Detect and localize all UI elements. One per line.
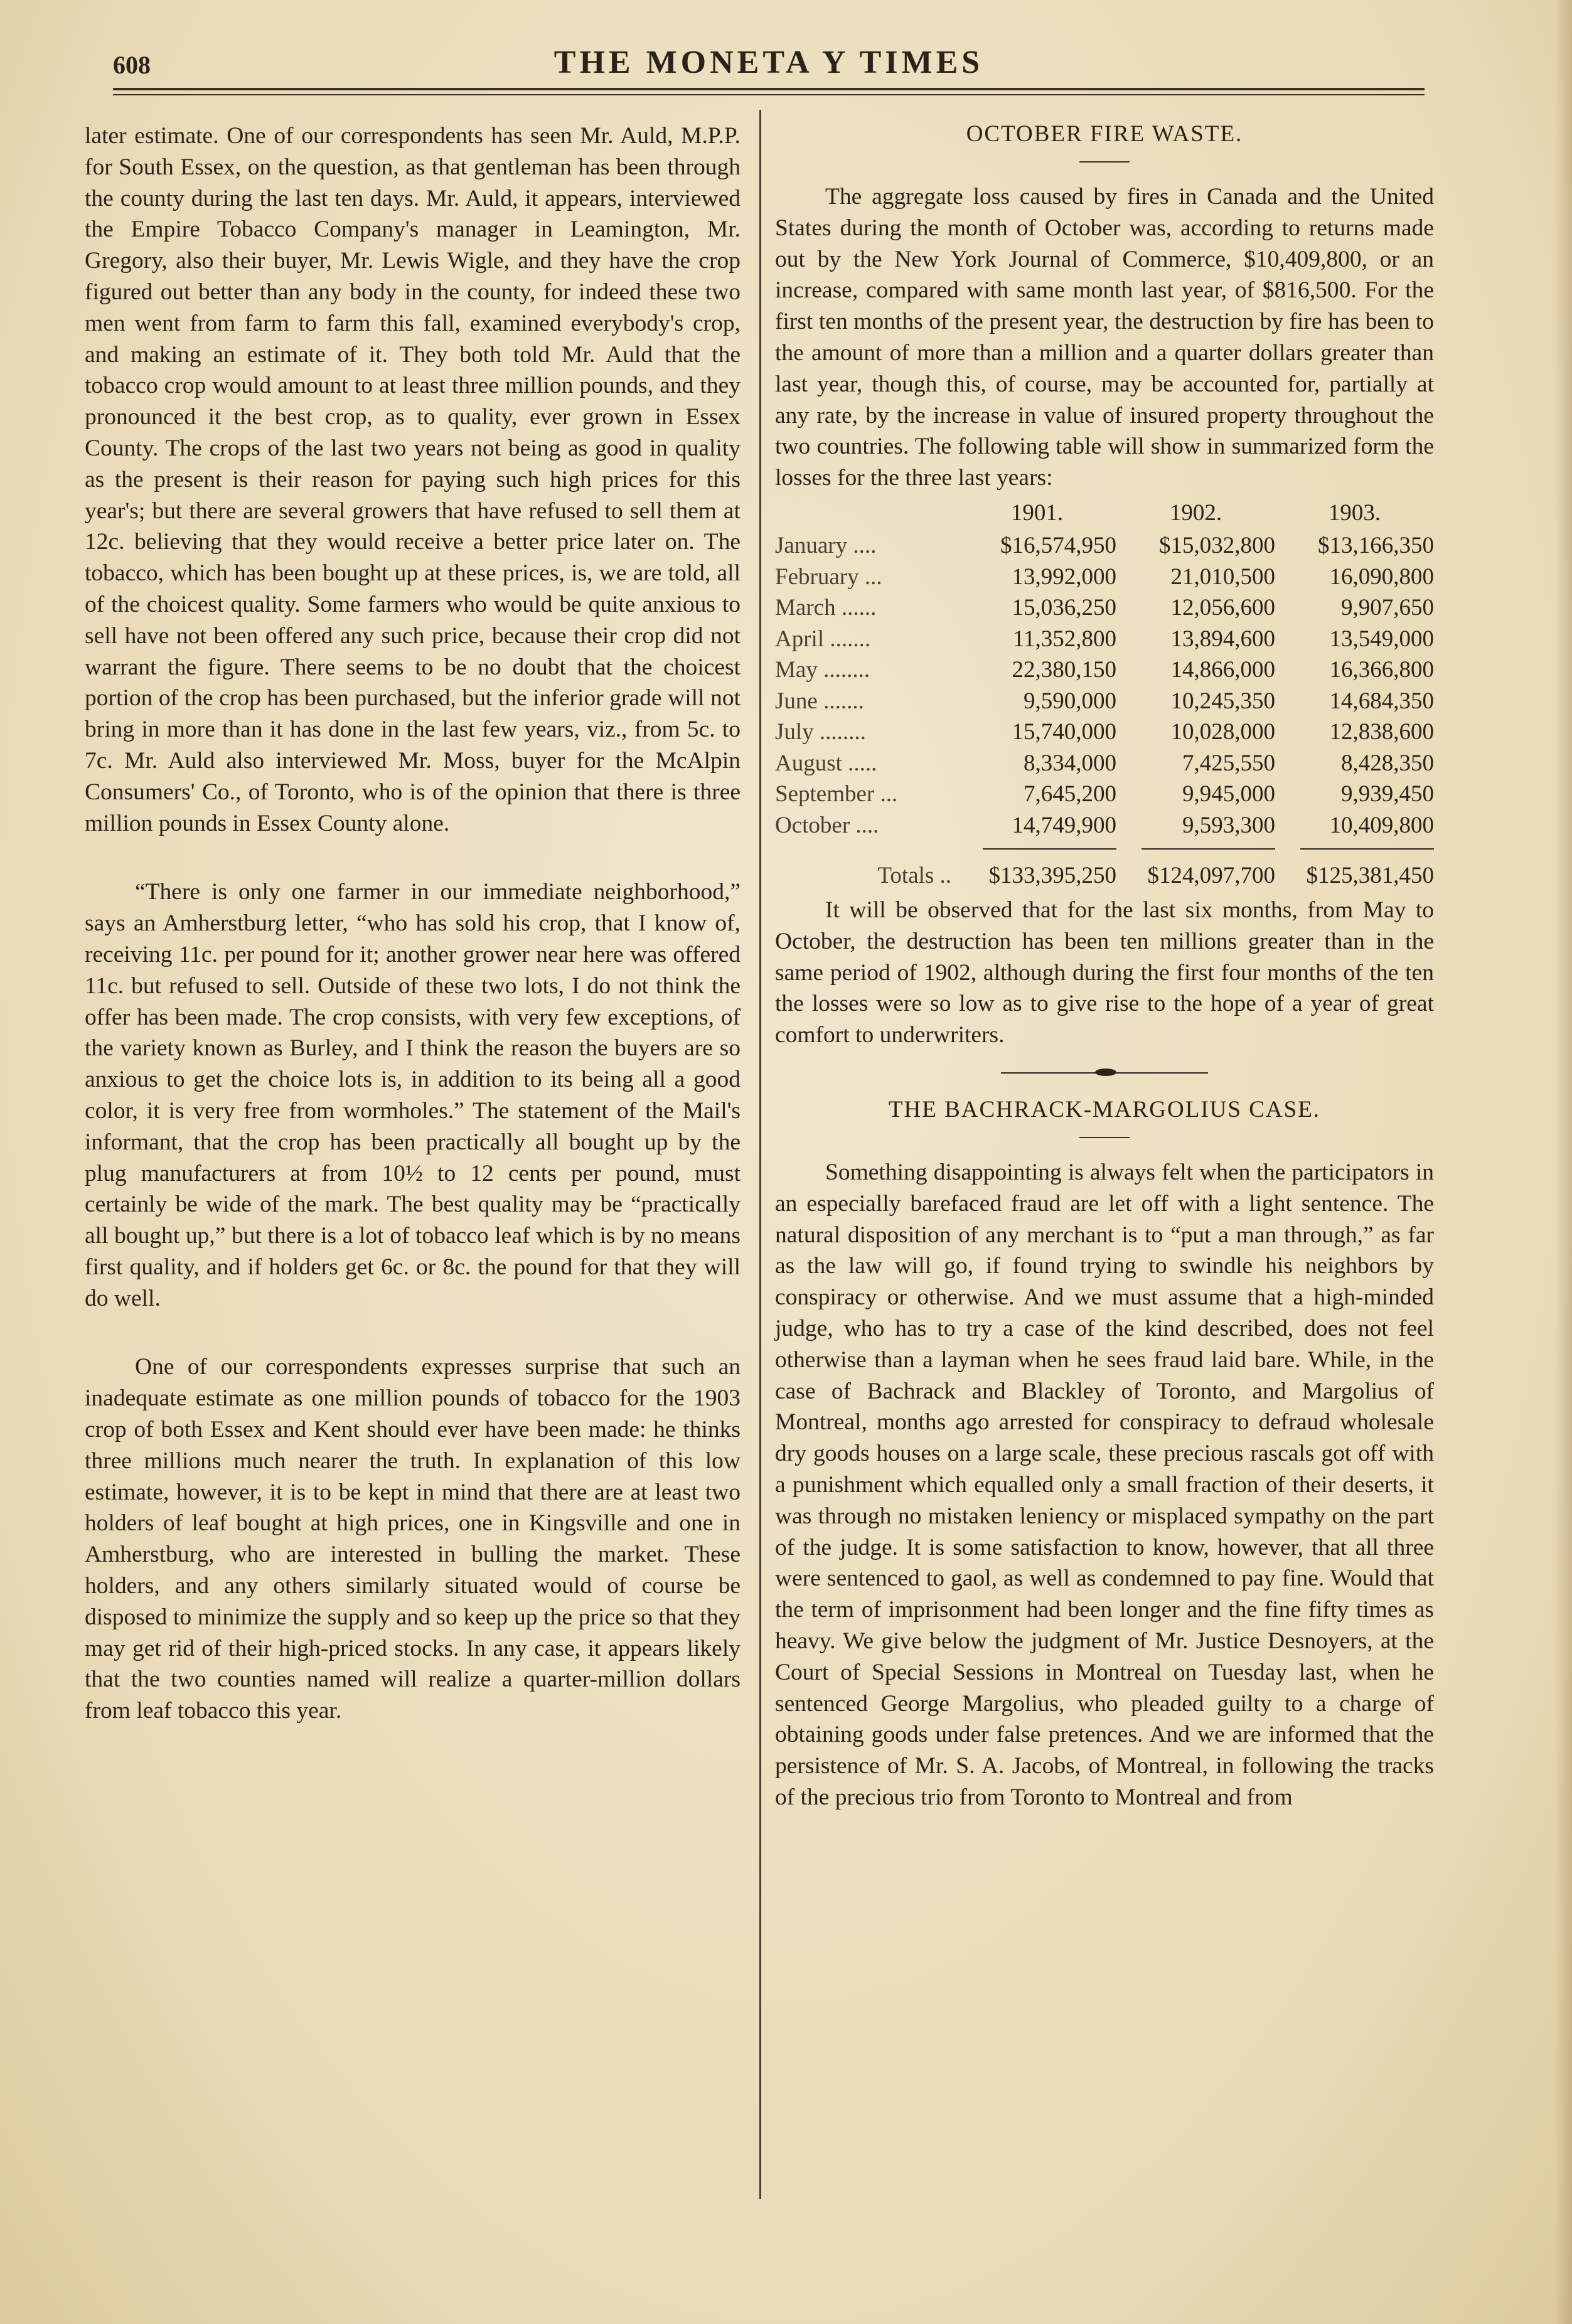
value-1901: 15,740,000 <box>1012 719 1117 745</box>
value-1901: 15,036,250 <box>1012 595 1117 621</box>
value-1902: 10,245,350 <box>1170 688 1275 714</box>
table-row <box>775 654 1434 686</box>
month-cell: July ........ <box>775 719 866 745</box>
value-1902: 9,945,000 <box>1182 781 1275 808</box>
total-1902: $124,097,700 <box>1147 863 1275 889</box>
table-row <box>775 809 1434 841</box>
page-edge-shadow <box>1554 0 1572 2324</box>
value-1902: 21,010,500 <box>1170 563 1275 590</box>
left-column <box>85 120 741 1727</box>
header-rule-thin <box>113 94 1425 95</box>
month-cell: August ..... <box>775 750 877 776</box>
masthead-title: THE MONETA Y TIMES <box>553 45 984 80</box>
value-1901: 22,380,150 <box>1012 657 1117 683</box>
fire-waste-conclusion: It will be observed that for the last six months, from May to October, the destruction has been ten millions greater than in the same period of 1902, although during the first four months of the ten the losses were so low as to give rise to the hope of a year of great comfort to underwriters. <box>775 897 1434 1048</box>
value-1902: $15,032,800 <box>1159 533 1275 559</box>
bachrack-case-title: THE BACHRACK-MARGOLIUS CASE. <box>888 1096 1321 1122</box>
value-1902: 13,894,600 <box>1170 626 1275 652</box>
column-divider <box>759 110 761 2199</box>
bachrack-case-body: Something disappointing is always felt when the participators in an especially barefaced fraud are let off with a light sentence. The natural disposition of any merchant is to “put a man through,” as far as the law will go, if found trying to swindle his neighbors by conspiracy or otherwise. And we must assume that a high-minded judge, who has to try a case of the kind described, does not feel otherwise than a layman when he sees fraud laid bare. While, in the case of Bachrack and Blackley of Toronto, and Margolius of Montreal, months ago arrested for conspiracy to defraud wholesale dry goods houses on a large scale, these precious rascals got off with a punishment which equalled only a small fraction of their deserts, it was through no mistaken leniency or misplaced sympathy on the part of the judge. It is some satisfaction to know, however, that all three were sentenced to gaol, as well as condemned to pay fine. Would that the term of imprisonment had been longer and the fine fifty times as heavy. We give below the judgment of Mr. Justice Desnoyers, at the Court of Special Sessions in Montreal on Tuesday last, when he sentenced George Margolius, who pleaded guilty to a charge of obtaining goods under false pretences. And we are informed that the persistence of Mr. S. A. Jacobs, of Montreal, in following the tracks of the precious trio from Toronto to Montreal and from <box>775 1159 1434 1810</box>
totals-row <box>775 857 1434 895</box>
table-row <box>775 623 1434 654</box>
value-1901: 7,645,200 <box>1024 781 1117 808</box>
value-1901: 11,352,800 <box>1012 626 1117 652</box>
section-ornament <box>775 1067 1434 1077</box>
value-1901: 14,749,900 <box>1012 812 1117 838</box>
table-row <box>775 685 1434 717</box>
month-cell: October .... <box>775 812 879 838</box>
month-cell: February ... <box>775 563 882 590</box>
total-1901: $133,395,250 <box>988 863 1117 889</box>
month-cell: May ........ <box>775 657 870 683</box>
value-1901: 8,334,000 <box>1024 750 1117 776</box>
page-header <box>113 44 1425 94</box>
value-1903: 13,549,000 <box>1329 626 1434 652</box>
right-column <box>775 120 1434 1813</box>
value-1902: 10,028,000 <box>1170 719 1275 745</box>
value-1903: 14,684,350 <box>1329 688 1434 714</box>
tobacco-paragraph-1: later estimate. One of our correspondents has seen Mr. Auld, M.P.P. for South Essex, on the question, as that gentleman has been through the county during the last ten days. Mr. Auld, it appears, interviewed the Empire Tobacco Company's manager in Leamington, Mr. Gregory, also their buyer, Mr. Lewis Wigle, and they have the crop figured out better than any body in the county, for indeed these two men went from farm to farm this fall, examined everybody's crop, and making an estimate of it. They both told Mr. Auld that the tobacco crop would amount to at least three million pounds, and they pronounced it the best crop, as to quality, ever grown in Essex County. The crops of the last two years not being as good in quality as the present is their reason for paying such high prices for this year's; but there are several growers that have refused to sell them at 12c. believing that they would receive a better price later on. The tobacco, which has been bought up at these prices, is, we are told, all of the choicest quality. Some farmers who would be quite anxious to sell have not been offered any such price, because their crop did not warrant the figure. There seems to be no doubt that the choicest portion of the crop has been purchased, but the inferior grade will not bring in more than it has done in the last few years, viz., from 5c. to 7c. Mr. Auld also interviewed Mr. Moss, buyer for the McAlpin Consumers' Co., of Toronto, who is of the opinion that there is three million pounds in Essex County alone. <box>85 123 741 836</box>
table-row <box>775 530 1434 562</box>
month-cell: January .... <box>775 533 877 559</box>
year-header: 1902. <box>1169 500 1222 526</box>
month-cell: June ....... <box>775 688 864 714</box>
year-header: 1901. <box>1010 500 1064 526</box>
totals-rule-row <box>775 841 1434 857</box>
title-rule <box>1079 1137 1130 1138</box>
table-row <box>775 779 1434 810</box>
header-rule <box>113 88 1425 90</box>
value-1902: 12,056,600 <box>1170 595 1275 621</box>
value-1903: 8,428,350 <box>1341 750 1434 776</box>
year-header: 1903. <box>1328 500 1381 526</box>
value-1901: 13,992,000 <box>1012 563 1117 590</box>
fire-waste-intro: The aggregate loss caused by fires in Canada and the United States during the month of October was, according to returns made out by the New York Journal of Commerce, $10,409,800, or an increase, compared with same month last year, of $816,500. For the first ten months of the present year, the destruction by fire has been to the amount of more than a million and a quarter dollars greater than last year, though this, of course, may be accounted for, partially at any rate, by the increase in value of insured property throughout the two countries. The following table will show in summarized form the losses for the three last years: <box>775 184 1434 491</box>
page-number: 608 <box>113 51 151 79</box>
tobacco-paragraph-2: “There is only one farmer in our immediate neighborhood,” says an Amherstburg letter, “who has sold his crop, that I know of, receiving 11c. per pound for it; another grower near here was offered 11c. but refused to sell. Outside of these two lots, I do not think the offer has been made. The crop consists, with very few exceptions, of the variety known as Burley, and I think the reason the buyers are so anxious to get the choice lots is, in addition to its being all a good color, it is very free from wormholes.” The statement of the Mail's informant, that the crop has been practically all bought up by the plug manufacturers at from 10½ to 12 cents per pound, must certainly be wide of the mark. The best quality may be “practically all bought up,” but there is a lot of tobacco leaf which is by no means first quality, and if holders get 6c. or 8c. the pound for that they will do well. <box>85 879 741 1311</box>
total-1903: $125,381,450 <box>1306 863 1434 889</box>
value-1902: 7,425,550 <box>1182 750 1275 776</box>
tobacco-paragraph-3: One of our correspondents expresses surprise that such an inadequate estimate as one million pounds of tobacco for the 1903 crop of both Essex and Kent should ever have been made: he thinks three millions much nearer the truth. In explanation of this low estimate, however, it is to be kept in mind that there are at least two holders of leaf bought at high prices, one in Kingsville and one in Amherstburg, who are interested in bulling the market. These holders, and any others similarly situated would of course be disposed to minimize the supply and so keep up the price so that they may get rid of their high-priced stocks. In any case, it appears likely that the two counties named will realize a quarter-million dollars from leaf tobacco this year. <box>85 1354 741 1724</box>
value-1903: 16,366,800 <box>1329 657 1434 683</box>
fire-waste-title: OCTOBER FIRE WASTE. <box>966 121 1243 147</box>
totals-label: Totals .. <box>877 863 952 889</box>
value-1903: 9,907,650 <box>1341 595 1434 621</box>
table-row <box>775 561 1434 592</box>
title-rule <box>1079 161 1130 163</box>
value-1903: 12,838,600 <box>1329 719 1434 745</box>
value-1903: 10,409,800 <box>1329 812 1434 838</box>
table-row <box>775 717 1434 748</box>
fire-losses-table <box>775 496 1434 895</box>
value-1902: 14,866,000 <box>1170 657 1275 683</box>
table-header-row <box>775 496 1434 530</box>
table-row <box>775 592 1434 624</box>
value-1902: 9,593,300 <box>1182 812 1275 838</box>
month-cell: September ... <box>775 781 898 808</box>
value-1901: $16,574,950 <box>1000 533 1117 559</box>
value-1903: $13,166,350 <box>1318 533 1434 559</box>
month-cell: March ...... <box>775 595 877 621</box>
value-1901: 9,590,000 <box>1024 688 1117 714</box>
month-cell: April ....... <box>775 626 871 652</box>
table-row <box>775 747 1434 779</box>
value-1903: 16,090,800 <box>1329 563 1434 590</box>
value-1903: 9,939,450 <box>1341 781 1434 808</box>
